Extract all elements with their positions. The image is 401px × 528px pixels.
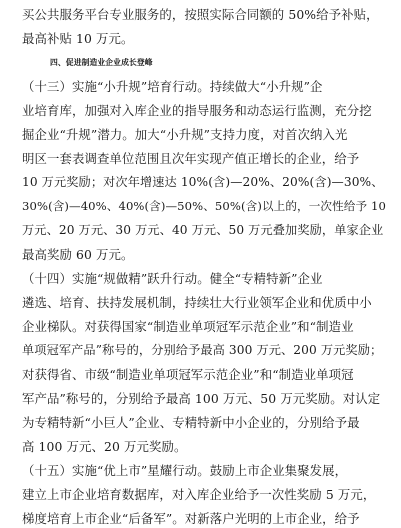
paragraph-line: 掘企业“升规”潜力。加大“小升规”支持力度，对首次纳入光 bbox=[22, 127, 348, 142]
paragraph-line: 单项冠军产品”称号的，分别给予最高 300 万元、200 万元奖励； bbox=[22, 343, 383, 357]
paragraph-line: 军产品”称号的，分别给予最高 100 万元、50 万元奖励。对认定 bbox=[22, 391, 381, 406]
paragraph-line: （十三）实施“小升规”培育行动。持续做大“小升规”企 bbox=[22, 79, 323, 94]
paragraph-line: 30%(含)—40%、40%(含)—50%、50%(含)以上的，一次性给予 10 bbox=[22, 199, 386, 213]
paragraph-line: 建立上市企业培育数据库，对入库企业给予一次性奖励 5 万元， bbox=[22, 487, 376, 502]
paragraph-line: 万元、20 万元、30 万元、40 万元、50 万元叠加奖励，单家企业 bbox=[22, 223, 384, 237]
paragraph-line: 遴选、培育、扶持发展机制，持续壮大行业领军企业和优质中小 bbox=[22, 295, 372, 310]
paragraph-line: 明区一套表调查单位范围且次年实现产值正增长的企业，给予 bbox=[22, 151, 360, 166]
intro-line-1: 买公共服务平台专业服务的，按照实际合同额的 50%给予补贴， bbox=[22, 7, 379, 22]
section-heading: 四、促进制造业企业成长登峰 bbox=[50, 58, 153, 67]
paragraph-line: 高 100 万元、20 万元奖励。 bbox=[22, 439, 187, 454]
paragraph-line: 对获得省、市级“制造业单项冠军示范企业”和“制造业单项冠 bbox=[22, 367, 354, 382]
paragraph-line: 企业梯队。对获得国家“制造业单项冠军示范企业”和“制造业 bbox=[22, 319, 354, 334]
paragraph-line: 最高奖励 60 万元。 bbox=[22, 247, 134, 262]
intro-line-2: 最高补贴 10 万元。 bbox=[22, 31, 134, 46]
paragraph-line: 为专精特新“小巨人”企业、专精特新中小企业的，分别给予最 bbox=[22, 415, 360, 430]
paragraph-line: 梯度培育上市企业“后备军”。对新落户光明的上市企业，给予 bbox=[22, 511, 360, 526]
paragraph-line: （十四）实施“规做精”跃升行动。健全“专精特新”企业 bbox=[22, 271, 323, 286]
paragraph-line: 10 万元奖励；对次年增速达 10%(含)—20%、20%(含)—30%、 bbox=[22, 175, 384, 189]
paragraph-line: （十五）实施“优上市”星耀行动。鼓励上市企业集聚发展， bbox=[22, 463, 348, 478]
paragraph-line: 业培育库，加强对入库企业的指导服务和动态运行监测，充分挖 bbox=[22, 103, 372, 118]
